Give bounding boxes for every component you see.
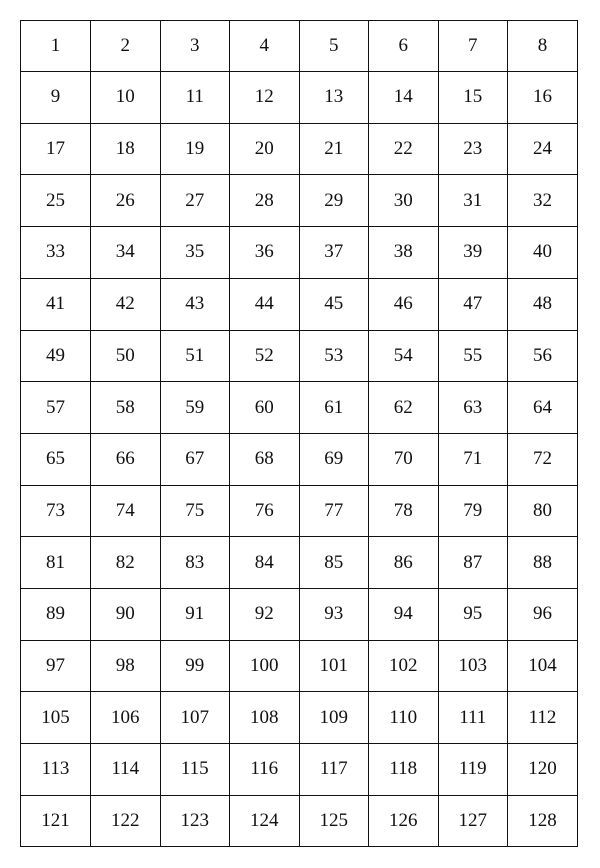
grid-cell: 10	[91, 72, 161, 124]
grid-cell: 8	[508, 21, 578, 72]
grid-cell: 84	[230, 537, 300, 589]
grid-cell: 67	[160, 433, 230, 485]
grid-cell: 12	[230, 72, 300, 124]
grid-cell: 86	[369, 537, 439, 589]
grid-cell: 46	[369, 278, 439, 330]
grid-cell: 96	[508, 588, 578, 640]
grid-cell: 53	[299, 330, 369, 382]
grid-cell: 119	[438, 744, 508, 796]
grid-cell: 126	[369, 795, 439, 846]
grid-cell: 37	[299, 227, 369, 279]
grid-cell: 52	[230, 330, 300, 382]
grid-cell: 29	[299, 175, 369, 227]
grid-cell: 38	[369, 227, 439, 279]
grid-cell: 82	[91, 537, 161, 589]
grid-cell: 42	[91, 278, 161, 330]
grid-cell: 44	[230, 278, 300, 330]
grid-cell: 62	[369, 382, 439, 434]
grid-cell: 113	[21, 744, 91, 796]
grid-cell: 93	[299, 588, 369, 640]
grid-cell: 45	[299, 278, 369, 330]
grid-row	[21, 21, 577, 72]
grid-cell: 32	[508, 175, 578, 227]
grid-cell: 106	[91, 692, 161, 744]
grid-row	[21, 692, 577, 744]
grid-cell: 23	[438, 123, 508, 175]
grid-cell: 3	[160, 21, 230, 72]
grid-cell: 90	[91, 588, 161, 640]
grid-cell: 97	[21, 640, 91, 692]
grid-cell: 87	[438, 537, 508, 589]
grid-cell: 64	[508, 382, 578, 434]
grid-cell: 25	[21, 175, 91, 227]
grid-cell: 7	[438, 21, 508, 72]
grid-cell: 26	[91, 175, 161, 227]
grid-cell: 11	[160, 72, 230, 124]
grid-cell: 66	[91, 433, 161, 485]
grid-cell: 9	[21, 72, 91, 124]
grid-cell: 107	[160, 692, 230, 744]
grid-cell: 68	[230, 433, 300, 485]
grid-cell: 35	[160, 227, 230, 279]
grid-cell: 102	[369, 640, 439, 692]
grid-cell: 128	[508, 795, 578, 846]
grid-cell: 40	[508, 227, 578, 279]
grid-cell: 80	[508, 485, 578, 537]
grid-cell: 6	[369, 21, 439, 72]
grid-cell: 28	[230, 175, 300, 227]
grid-cell: 72	[508, 433, 578, 485]
grid-cell: 100	[230, 640, 300, 692]
grid-row	[21, 382, 577, 434]
grid-cell: 74	[91, 485, 161, 537]
grid-cell: 24	[508, 123, 578, 175]
grid-cell: 56	[508, 330, 578, 382]
grid-cell: 43	[160, 278, 230, 330]
grid-cell: 117	[299, 744, 369, 796]
grid-row	[21, 175, 577, 227]
grid-row	[21, 795, 577, 846]
grid-cell: 55	[438, 330, 508, 382]
grid-cell: 20	[230, 123, 300, 175]
grid-cell: 22	[369, 123, 439, 175]
grid-cell: 88	[508, 537, 578, 589]
number-grid-body	[21, 21, 577, 846]
grid-row	[21, 72, 577, 124]
grid-cell: 30	[369, 175, 439, 227]
number-grid-frame	[20, 20, 578, 847]
number-grid-table	[21, 21, 577, 846]
grid-cell: 76	[230, 485, 300, 537]
grid-cell: 109	[299, 692, 369, 744]
grid-cell: 78	[369, 485, 439, 537]
grid-cell: 79	[438, 485, 508, 537]
grid-cell: 49	[21, 330, 91, 382]
grid-cell: 54	[369, 330, 439, 382]
grid-row	[21, 330, 577, 382]
grid-cell: 85	[299, 537, 369, 589]
grid-cell: 41	[21, 278, 91, 330]
grid-row	[21, 123, 577, 175]
grid-cell: 70	[369, 433, 439, 485]
grid-row	[21, 744, 577, 796]
grid-cell: 89	[21, 588, 91, 640]
grid-cell: 99	[160, 640, 230, 692]
grid-cell: 60	[230, 382, 300, 434]
grid-cell: 69	[299, 433, 369, 485]
grid-row	[21, 588, 577, 640]
grid-cell: 103	[438, 640, 508, 692]
grid-cell: 16	[508, 72, 578, 124]
grid-cell: 73	[21, 485, 91, 537]
grid-cell: 112	[508, 692, 578, 744]
grid-cell: 111	[438, 692, 508, 744]
grid-row	[21, 485, 577, 537]
grid-cell: 125	[299, 795, 369, 846]
grid-cell: 77	[299, 485, 369, 537]
grid-cell: 94	[369, 588, 439, 640]
grid-cell: 47	[438, 278, 508, 330]
grid-cell: 108	[230, 692, 300, 744]
grid-cell: 59	[160, 382, 230, 434]
grid-cell: 1	[21, 21, 91, 72]
grid-cell: 81	[21, 537, 91, 589]
grid-cell: 116	[230, 744, 300, 796]
grid-cell: 91	[160, 588, 230, 640]
grid-cell: 21	[299, 123, 369, 175]
grid-cell: 58	[91, 382, 161, 434]
grid-cell: 75	[160, 485, 230, 537]
grid-cell: 5	[299, 21, 369, 72]
grid-cell: 33	[21, 227, 91, 279]
grid-cell: 121	[21, 795, 91, 846]
grid-cell: 92	[230, 588, 300, 640]
grid-cell: 34	[91, 227, 161, 279]
grid-cell: 61	[299, 382, 369, 434]
grid-cell: 15	[438, 72, 508, 124]
grid-cell: 4	[230, 21, 300, 72]
grid-cell: 51	[160, 330, 230, 382]
grid-cell: 120	[508, 744, 578, 796]
grid-cell: 105	[21, 692, 91, 744]
grid-cell: 110	[369, 692, 439, 744]
grid-cell: 13	[299, 72, 369, 124]
grid-cell: 101	[299, 640, 369, 692]
grid-cell: 124	[230, 795, 300, 846]
grid-cell: 115	[160, 744, 230, 796]
grid-row	[21, 278, 577, 330]
grid-cell: 17	[21, 123, 91, 175]
grid-cell: 123	[160, 795, 230, 846]
grid-cell: 19	[160, 123, 230, 175]
grid-cell: 18	[91, 123, 161, 175]
grid-cell: 57	[21, 382, 91, 434]
grid-cell: 98	[91, 640, 161, 692]
grid-cell: 122	[91, 795, 161, 846]
grid-cell: 27	[160, 175, 230, 227]
grid-cell: 114	[91, 744, 161, 796]
grid-cell: 63	[438, 382, 508, 434]
grid-cell: 118	[369, 744, 439, 796]
grid-cell: 48	[508, 278, 578, 330]
grid-cell: 104	[508, 640, 578, 692]
grid-cell: 2	[91, 21, 161, 72]
grid-cell: 65	[21, 433, 91, 485]
grid-cell: 31	[438, 175, 508, 227]
grid-cell: 39	[438, 227, 508, 279]
grid-row	[21, 640, 577, 692]
grid-cell: 36	[230, 227, 300, 279]
grid-cell: 83	[160, 537, 230, 589]
grid-cell: 50	[91, 330, 161, 382]
grid-cell: 95	[438, 588, 508, 640]
grid-row	[21, 537, 577, 589]
grid-cell: 14	[369, 72, 439, 124]
grid-cell: 71	[438, 433, 508, 485]
grid-row	[21, 227, 577, 279]
grid-cell: 127	[438, 795, 508, 846]
grid-row	[21, 433, 577, 485]
